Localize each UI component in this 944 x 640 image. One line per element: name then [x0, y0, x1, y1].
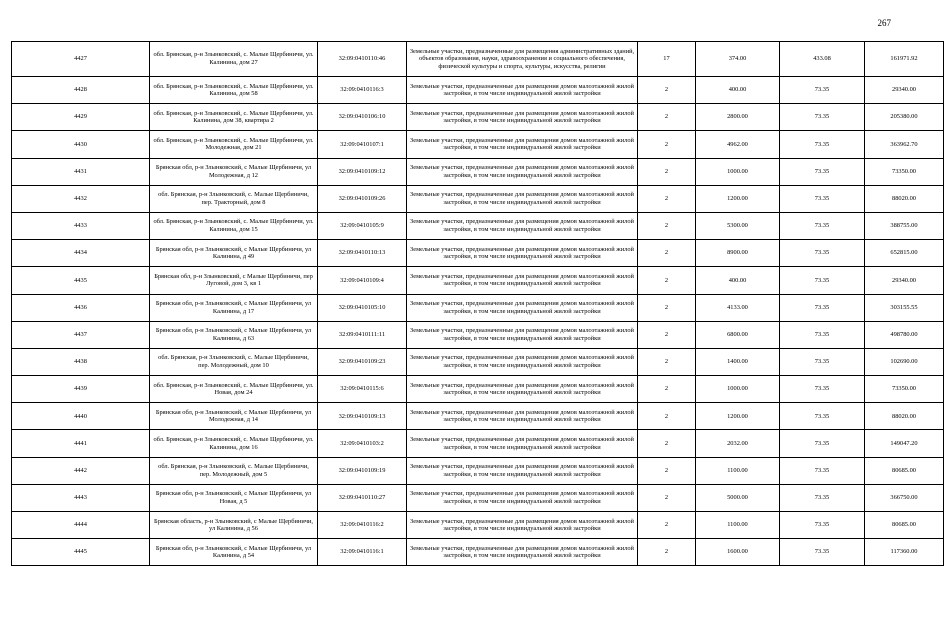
specific-value-cell: 73.35 — [780, 158, 865, 185]
category-cell: 17 — [638, 42, 696, 77]
specific-value-cell: 73.35 — [780, 376, 865, 403]
cadastral-value-cell: 29340.00 — [865, 267, 944, 294]
permitted-use-cell: Земельные участки, предназначенные для размещения домов малоэтажной жилой застройки, в том числе индивидуальной жилой застройки — [407, 185, 638, 212]
category-cell: 2 — [638, 321, 696, 348]
category-cell: 2 — [638, 240, 696, 267]
cadastral-number-cell: 32:09:0410110:27 — [318, 484, 407, 511]
area-cell: 1000.00 — [696, 376, 780, 403]
row-number: 4434 — [12, 240, 150, 267]
permitted-use-cell: Земельные участки, предназначенные для размещения административных зданий, объектов образования, науки, здравоохранения и социального обеспечения, физической культуры и спорта, культуры, искусства, религии — [407, 42, 638, 77]
row-number: 4432 — [12, 185, 150, 212]
cadastral-value-cell: 149047.20 — [865, 430, 944, 457]
permitted-use-cell: Земельные участки, предназначенные для размещения домов малоэтажной жилой застройки, в том числе индивидуальной жилой застройки — [407, 457, 638, 484]
specific-value-cell: 73.35 — [780, 240, 865, 267]
permitted-use-cell: Земельные участки, предназначенные для размещения домов малоэтажной жилой застройки, в том числе индивидуальной жилой застройки — [407, 212, 638, 239]
cadastral-value-cell: 88020.00 — [865, 403, 944, 430]
cadastral-number-cell: 32:09:0410109:19 — [318, 457, 407, 484]
cadastral-value-cell: 117360.00 — [865, 539, 944, 566]
cadastral-number-cell: 32:09:0410105:9 — [318, 212, 407, 239]
permitted-use-cell: Земельные участки, предназначенные для размещения домов малоэтажной жилой застройки, в том числе индивидуальной жилой застройки — [407, 430, 638, 457]
category-cell: 2 — [638, 77, 696, 104]
area-cell: 5000.00 — [696, 484, 780, 511]
address-cell: Брянская обл, р-н Злынковский, с Малые Щербиничи, ул Новая, д 5 — [150, 484, 318, 511]
page-number: 267 — [877, 18, 891, 28]
row-number: 4442 — [12, 457, 150, 484]
row-number: 4445 — [12, 539, 150, 566]
table-row — [12, 484, 944, 511]
address-cell: обл. Брянская, р-н Злынковский, с. Малые Щербиничи, пер. Тракторный, дом 8 — [150, 185, 318, 212]
row-number: 4441 — [12, 430, 150, 457]
cadastral-number-cell: 32:09:0410115:6 — [318, 376, 407, 403]
cadastral-number-cell: 32:09:0410109:13 — [318, 403, 407, 430]
specific-value-cell: 73.35 — [780, 539, 865, 566]
address-cell: Брянская обл, р-н Злынковский, с Малые Щербиничи, ул Калинина, д 49 — [150, 240, 318, 267]
category-cell: 2 — [638, 403, 696, 430]
permitted-use-cell: Земельные участки, предназначенные для размещения домов малоэтажной жилой застройки, в том числе индивидуальной жилой застройки — [407, 321, 638, 348]
permitted-use-cell: Земельные участки, предназначенные для размещения домов малоэтажной жилой застройки, в том числе индивидуальной жилой застройки — [407, 376, 638, 403]
cadastral-value-cell: 88020.00 — [865, 185, 944, 212]
specific-value-cell: 73.35 — [780, 294, 865, 321]
area-cell: 400.00 — [696, 267, 780, 294]
address-cell: обл. Брянская, р-н Злынковский, с. Малые Щербиничи, ул. Калинина, дом 38, квартира 2 — [150, 104, 318, 131]
table-row — [12, 267, 944, 294]
table-row — [12, 403, 944, 430]
address-cell: обл. Брянская, р-н Злынковский, с. Малые Щербиничи, пер. Молодежный, дом 5 — [150, 457, 318, 484]
area-cell: 1100.00 — [696, 512, 780, 539]
cadastral-number-cell: 32:09:0410116:1 — [318, 539, 407, 566]
cadastral-value-cell: 102690.00 — [865, 348, 944, 375]
area-cell: 4133.00 — [696, 294, 780, 321]
category-cell: 2 — [638, 158, 696, 185]
table-row — [12, 185, 944, 212]
cadastral-number-cell: 32:09:0410110:46 — [318, 42, 407, 77]
cadastral-value-cell: 80685.00 — [865, 512, 944, 539]
address-cell: Брянская область, р-н Злынковский, с Малые Щербиничи, ул Калинина, д 56 — [150, 512, 318, 539]
cadastral-number-cell: 32:09:0410116:3 — [318, 77, 407, 104]
specific-value-cell: 73.35 — [780, 131, 865, 158]
table-row — [12, 430, 944, 457]
address-cell: Брянская обл, р-н Злынковский, с Малые Щербиничи, пер Луговой, дом 3, кв 1 — [150, 267, 318, 294]
area-cell: 1200.00 — [696, 403, 780, 430]
cadastral-value-cell: 498780.00 — [865, 321, 944, 348]
row-number: 4438 — [12, 348, 150, 375]
table-row — [12, 131, 944, 158]
permitted-use-cell: Земельные участки, предназначенные для размещения домов малоэтажной жилой застройки, в том числе индивидуальной жилой застройки — [407, 403, 638, 430]
area-cell: 2800.00 — [696, 104, 780, 131]
category-cell: 2 — [638, 212, 696, 239]
table-row — [12, 104, 944, 131]
table-row — [12, 539, 944, 566]
row-number: 4437 — [12, 321, 150, 348]
table-body — [12, 42, 944, 566]
cadastral-value-cell: 80685.00 — [865, 457, 944, 484]
specific-value-cell: 73.35 — [780, 403, 865, 430]
cadastral-number-cell: 32:09:0410110:13 — [318, 240, 407, 267]
address-cell: обл. Брянская, р-н Злынковский, с. Малые Щербиничи, ул. Калинина, дом 58 — [150, 77, 318, 104]
cadastral-number-cell: 32:09:0410116:2 — [318, 512, 407, 539]
specific-value-cell: 73.35 — [780, 104, 865, 131]
row-number: 4439 — [12, 376, 150, 403]
area-cell: 1100.00 — [696, 457, 780, 484]
permitted-use-cell: Земельные участки, предназначенные для размещения домов малоэтажной жилой застройки, в том числе индивидуальной жилой застройки — [407, 240, 638, 267]
area-cell: 4962.00 — [696, 131, 780, 158]
specific-value-cell: 73.35 — [780, 185, 865, 212]
row-number: 4430 — [12, 131, 150, 158]
cadastral-number-cell: 32:09:0410109:12 — [318, 158, 407, 185]
area-cell: 374.00 — [696, 42, 780, 77]
row-number: 4429 — [12, 104, 150, 131]
cadastral-number-cell: 32:09:0410107:1 — [318, 131, 407, 158]
specific-value-cell: 433.08 — [780, 42, 865, 77]
cadastral-value-cell: 73350.00 — [865, 158, 944, 185]
permitted-use-cell: Земельные участки, предназначенные для размещения домов малоэтажной жилой застройки, в том числе индивидуальной жилой застройки — [407, 512, 638, 539]
cadastral-number-cell: 32:09:0410111:11 — [318, 321, 407, 348]
category-cell: 2 — [638, 484, 696, 511]
specific-value-cell: 73.35 — [780, 457, 865, 484]
address-cell: Брянская обл, р-н Злынковский, с Малые Щербиничи, ул Молодежная, д 14 — [150, 403, 318, 430]
cadastral-value-table — [11, 41, 944, 566]
cadastral-value-cell: 161971.92 — [865, 42, 944, 77]
specific-value-cell: 73.35 — [780, 267, 865, 294]
specific-value-cell: 73.35 — [780, 348, 865, 375]
permitted-use-cell: Земельные участки, предназначенные для размещения домов малоэтажной жилой застройки, в том числе индивидуальной жилой застройки — [407, 294, 638, 321]
area-cell: 400.00 — [696, 77, 780, 104]
cadastral-value-cell: 73350.00 — [865, 376, 944, 403]
row-number: 4444 — [12, 512, 150, 539]
row-number: 4436 — [12, 294, 150, 321]
address-cell: Брянская обл, р-н Злынковский, с Малые Щербиничи, ул Калинина, д 17 — [150, 294, 318, 321]
cadastral-number-cell: 32:09:0410109:23 — [318, 348, 407, 375]
row-number: 4440 — [12, 403, 150, 430]
table-row — [12, 212, 944, 239]
table-row — [12, 512, 944, 539]
table-row — [12, 321, 944, 348]
table-row — [12, 457, 944, 484]
row-number: 4428 — [12, 77, 150, 104]
permitted-use-cell: Земельные участки, предназначенные для размещения домов малоэтажной жилой застройки, в том числе индивидуальной жилой застройки — [407, 267, 638, 294]
category-cell: 2 — [638, 457, 696, 484]
table-row — [12, 77, 944, 104]
category-cell: 2 — [638, 294, 696, 321]
category-cell: 2 — [638, 512, 696, 539]
area-cell: 1000.00 — [696, 158, 780, 185]
cadastral-number-cell: 32:09:0410105:10 — [318, 294, 407, 321]
area-cell: 2032.00 — [696, 430, 780, 457]
category-cell: 2 — [638, 539, 696, 566]
table-row — [12, 42, 944, 77]
category-cell: 2 — [638, 348, 696, 375]
area-cell: 1200.00 — [696, 185, 780, 212]
permitted-use-cell: Земельные участки, предназначенные для размещения домов малоэтажной жилой застройки, в том числе индивидуальной жилой застройки — [407, 131, 638, 158]
cadastral-value-cell: 205380.00 — [865, 104, 944, 131]
permitted-use-cell: Земельные участки, предназначенные для размещения домов малоэтажной жилой застройки, в том числе индивидуальной жилой застройки — [407, 348, 638, 375]
area-cell: 8900.00 — [696, 240, 780, 267]
cadastral-number-cell: 32:09:0410106:10 — [318, 104, 407, 131]
address-cell: обл. Брянская, р-н Злынковский, с. Малые Щербиничи, ул. Калинина, дом 15 — [150, 212, 318, 239]
address-cell: Брянская обл, р-н Злынковский, с Малые Щербиничи, ул Молодежная, д 12 — [150, 158, 318, 185]
permitted-use-cell: Земельные участки, предназначенные для размещения домов малоэтажной жилой застройки, в том числе индивидуальной жилой застройки — [407, 158, 638, 185]
cadastral-value-cell: 363962.70 — [865, 131, 944, 158]
address-cell: обл. Брянская, р-н Злынковский, с. Малые Щербиничи, ул. Калинина, дом 16 — [150, 430, 318, 457]
category-cell: 2 — [638, 376, 696, 403]
table-row — [12, 240, 944, 267]
cadastral-value-cell: 303155.55 — [865, 294, 944, 321]
table-row — [12, 158, 944, 185]
row-number: 4443 — [12, 484, 150, 511]
area-cell: 1400.00 — [696, 348, 780, 375]
table-row — [12, 376, 944, 403]
permitted-use-cell: Земельные участки, предназначенные для размещения домов малоэтажной жилой застройки, в том числе индивидуальной жилой застройки — [407, 539, 638, 566]
cadastral-value-cell: 652815.00 — [865, 240, 944, 267]
cadastral-value-cell: 366750.00 — [865, 484, 944, 511]
category-cell: 2 — [638, 267, 696, 294]
cadastral-number-cell: 32:09:0410109:4 — [318, 267, 407, 294]
permitted-use-cell: Земельные участки, предназначенные для размещения домов малоэтажной жилой застройки, в том числе индивидуальной жилой застройки — [407, 484, 638, 511]
specific-value-cell: 73.35 — [780, 212, 865, 239]
address-cell: обл. Брянская, р-н Злынковский, с. Малые Щербиничи, ул. Калинина, дом 27 — [150, 42, 318, 77]
specific-value-cell: 73.35 — [780, 512, 865, 539]
category-cell: 2 — [638, 131, 696, 158]
address-cell: обл. Брянская, р-н Злынковский, с. Малые Щербиничи, ул. Молодежная, дом 21 — [150, 131, 318, 158]
row-number: 4431 — [12, 158, 150, 185]
permitted-use-cell: Земельные участки, предназначенные для размещения домов малоэтажной жилой застройки, в том числе индивидуальной жилой застройки — [407, 77, 638, 104]
permitted-use-cell: Земельные участки, предназначенные для размещения домов малоэтажной жилой застройки, в том числе индивидуальной жилой застройки — [407, 104, 638, 131]
table-row — [12, 294, 944, 321]
cadastral-value-cell: 29340.00 — [865, 77, 944, 104]
category-cell: 2 — [638, 104, 696, 131]
area-cell: 1600.00 — [696, 539, 780, 566]
area-cell: 6800.00 — [696, 321, 780, 348]
row-number: 4433 — [12, 212, 150, 239]
specific-value-cell: 73.35 — [780, 484, 865, 511]
category-cell: 2 — [638, 430, 696, 457]
area-cell: 5300.00 — [696, 212, 780, 239]
table-row — [12, 348, 944, 375]
address-cell: обл. Брянская, р-н Злынковский, с. Малые Щербиничи, пер. Молодежный, дом 10 — [150, 348, 318, 375]
address-cell: обл. Брянская, р-н Злынковский, с. Малые Щербиничи, ул. Новая, дом 24 — [150, 376, 318, 403]
cadastral-value-cell: 388755.00 — [865, 212, 944, 239]
row-number: 4435 — [12, 267, 150, 294]
address-cell: Брянская обл, р-н Злынковский, с Малые Щербиничи, ул Калинина, д 54 — [150, 539, 318, 566]
address-cell: Брянская обл, р-н Злынковский, с Малые Щербиничи, ул Калинина, д 63 — [150, 321, 318, 348]
row-number: 4427 — [12, 42, 150, 77]
category-cell: 2 — [638, 185, 696, 212]
specific-value-cell: 73.35 — [780, 77, 865, 104]
cadastral-number-cell: 32:09:0410109:26 — [318, 185, 407, 212]
specific-value-cell: 73.35 — [780, 430, 865, 457]
specific-value-cell: 73.35 — [780, 321, 865, 348]
cadastral-number-cell: 32:09:0410103:2 — [318, 430, 407, 457]
